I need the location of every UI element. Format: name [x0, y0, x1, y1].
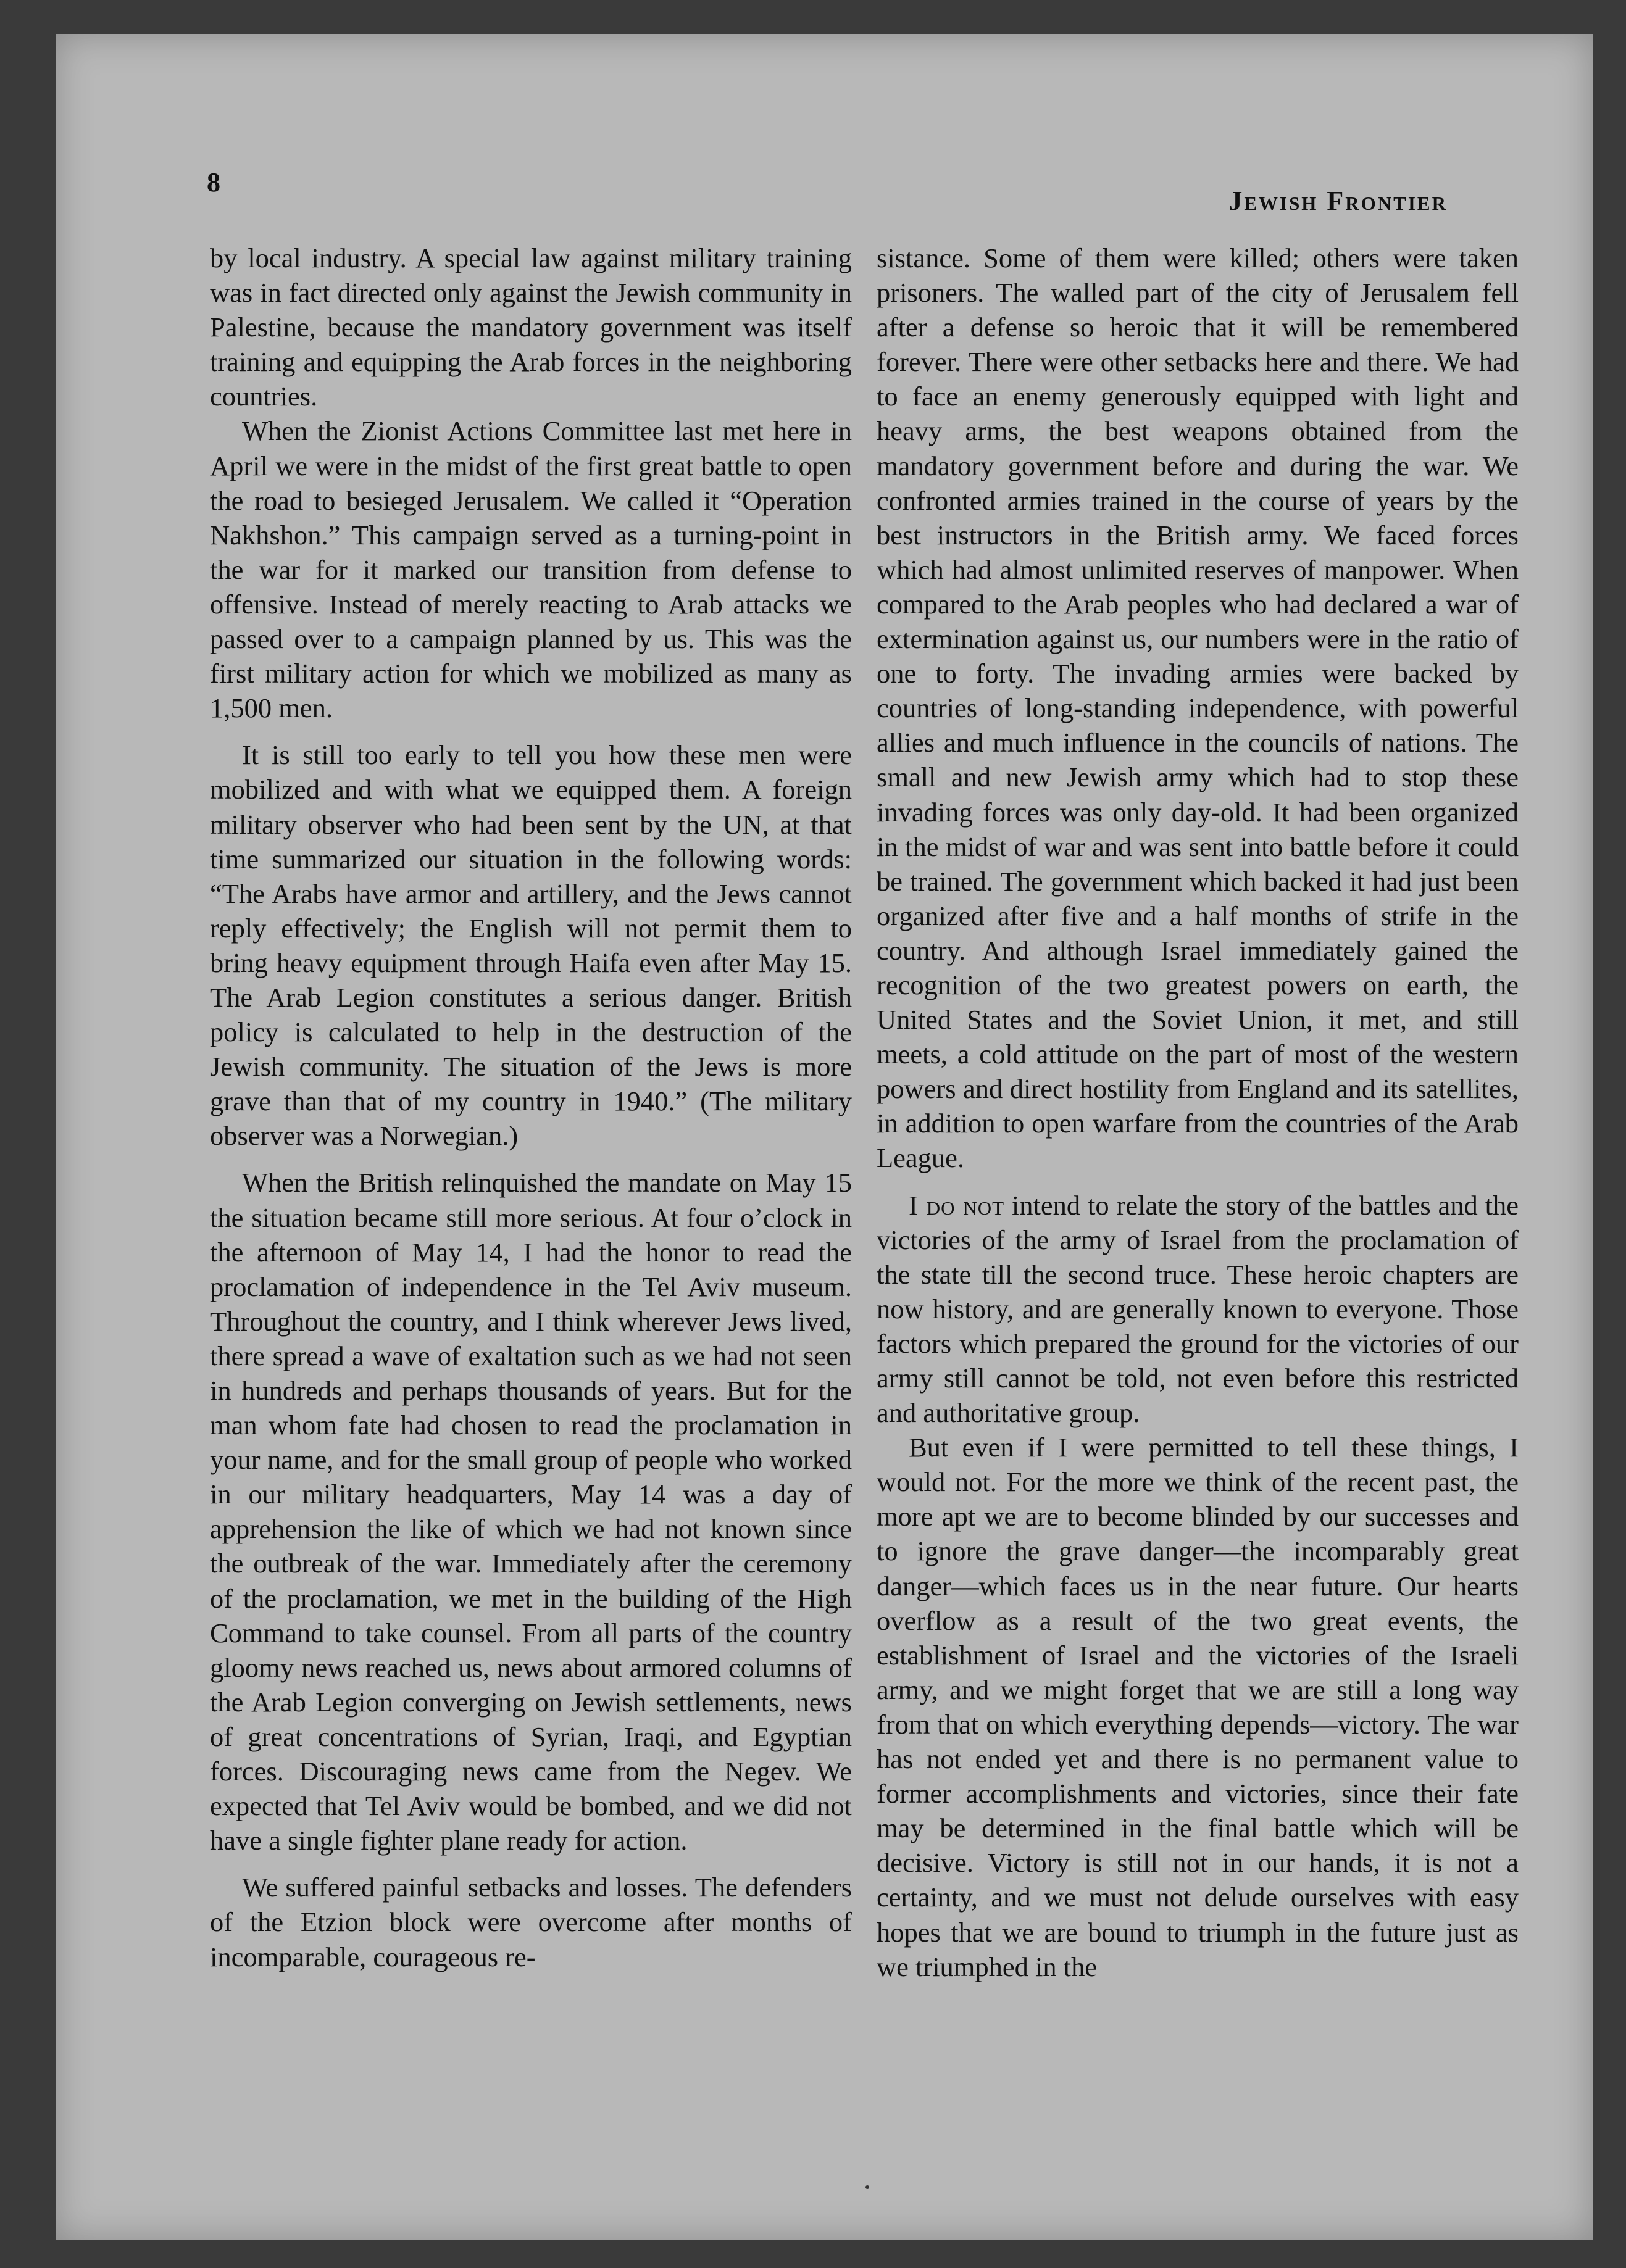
- paragraph: It is still too early to tell you how these men were mobilized and with what we equipped them. A foreign military observer who had been sent by the UN, at that time summarized our situation in the following words: “The Arabs have armor and artillery, and the Jews cannot reply effectively; the English will not permit them to bring heavy equipment through Haifa even after May 15. The Arab Legion constitutes a serious danger. British policy is calculated to help in the destruction of the Jewish community. The situation of the Jews is more grave than that of my country in 1940.” (The military observer was a Norwegian.): [210, 739, 852, 1152]
- running-title: Jewish Frontier: [1228, 186, 1448, 216]
- small-caps-lead: I do not: [909, 1189, 1005, 1221]
- page-number: 8: [207, 167, 220, 197]
- paragraph: We suffered painful setbacks and losses. The defenders of the Etzion block were overcome after months of incomparable, courageous re-: [210, 1872, 852, 1972]
- paragraph: by local industry. A special law against military training was in fact directed only against the Jewish community in Palestine, because the mandatory government was itself training and equipping the Arab forces in the neighboring countries.: [210, 243, 852, 412]
- magazine-page: [56, 34, 1593, 2240]
- paragraph: When the Zionist Actions Committee last met here in April we were in the midst of the first great battle to open the road to besieged Jerusalem. We called it “Operation Nakhshon.” This campaign served as a turning-point in the war for it marked our transition from defense to offensive. Instead of merely reacting to Arab attacks we passed over to a campaign planned by us. This was the first military action for which we mobilized as many as 1,500 men.: [210, 415, 852, 724]
- left-column: [210, 241, 852, 1974]
- paragraph: When the British relinquished the mandate on May 15 the situation became still more serious. At four o’clock in the afternoon of May 14, I had the honor to read the proclamation of independence in the Tel Aviv museum. Throughout the country, and I think wherever Jews lived, there spread a wave of exaltation such as we had not seen in hundreds and perhaps thousands of years. But for the man whom fate had chosen to read the proclamation in your name, and for the small group of people who worked in our military headquarters, May 14 was a day of apprehension the like of which we had not known since the outbreak of the war. Immediately after the ceremony of the proclamation, we met in the building of the High Command to take counsel. From all parts of the country gloomy news reached us, news about armored columns of the Arab Legion converging on Jewish settlements, news of great concentrations of Syrian, Iraqi, and Egyptian forces. Discouraging news came from the Negev. We expected that Tel Aviv would be bombed, and we did not have a single fighter plane ready for action.: [210, 1167, 852, 1856]
- paragraph: sistance. Some of them were killed; others were taken prisoners. The walled part of the city of Jerusalem fell after a defense so heroic that it will be remembered forever. There were other setbacks here and there. We had to face an enemy generously equipped with light and heavy arms, the best weapons obtained from the mandatory government before and during the war. We confronted armies trained in the course of years by the best instructors in the British army. We faced forces which had almost unlimited reserves of manpower. When compared to the Arab peoples who had declared a war of extermination against us, our numbers were in the ratio of one to forty. The invading armies were backed by countries of long-standing independence, with powerful allies and much influence in the councils of nations. The small and new Jewish army which had to stop these invading forces was only day-old. It had been organized in the midst of war and was sent into battle before it could be trained. The government which backed it had just been organized after five and a half months of strife in the country. And although Israel immediately gained the recognition of the two greatest powers on earth, the United States and the Soviet Union, it met, and still meets, a cold attitude on the part of most of the western powers and direct hostility from England and its satellites, in addition to open warfare from the countries of the Arab League.: [877, 243, 1519, 1174]
- page-speck: [865, 2185, 869, 2189]
- paragraph: But even if I were permitted to tell these things, I would not. For the more we think of the recent past, the more apt we are to become blinded by our successes and to ignore the grave danger—the incomparably great danger—which faces us in the near future. Our hearts overflow as a result of the two great events, the establishment of Israel and the victories of the Israeli army, and we might forget that we are still a long way from that on which everything depends—victory. The war has not ended yet and there is no permanent value to former accomplishments and victories, since their fate may be determined in the final battle which will be decisive. Victory is still not in our hands, it is not a certainty, and we must not delude ourselves with easy hopes that we are bound to triumph in the future just as we triumphed in the: [877, 1432, 1519, 1982]
- section-opening-paragraph: [877, 1188, 1519, 1431]
- paragraph-body: intend to relate the story of the battles and the victories of the army of Israel from the proclamation of the state till the second truce. These heroic chapters are now history, and are generally known to everyone. Those factors which prepared the ground for the victories of our army still cannot be told, not even before this restricted and authoritative group.: [877, 1189, 1519, 1429]
- right-column: [877, 241, 1519, 1984]
